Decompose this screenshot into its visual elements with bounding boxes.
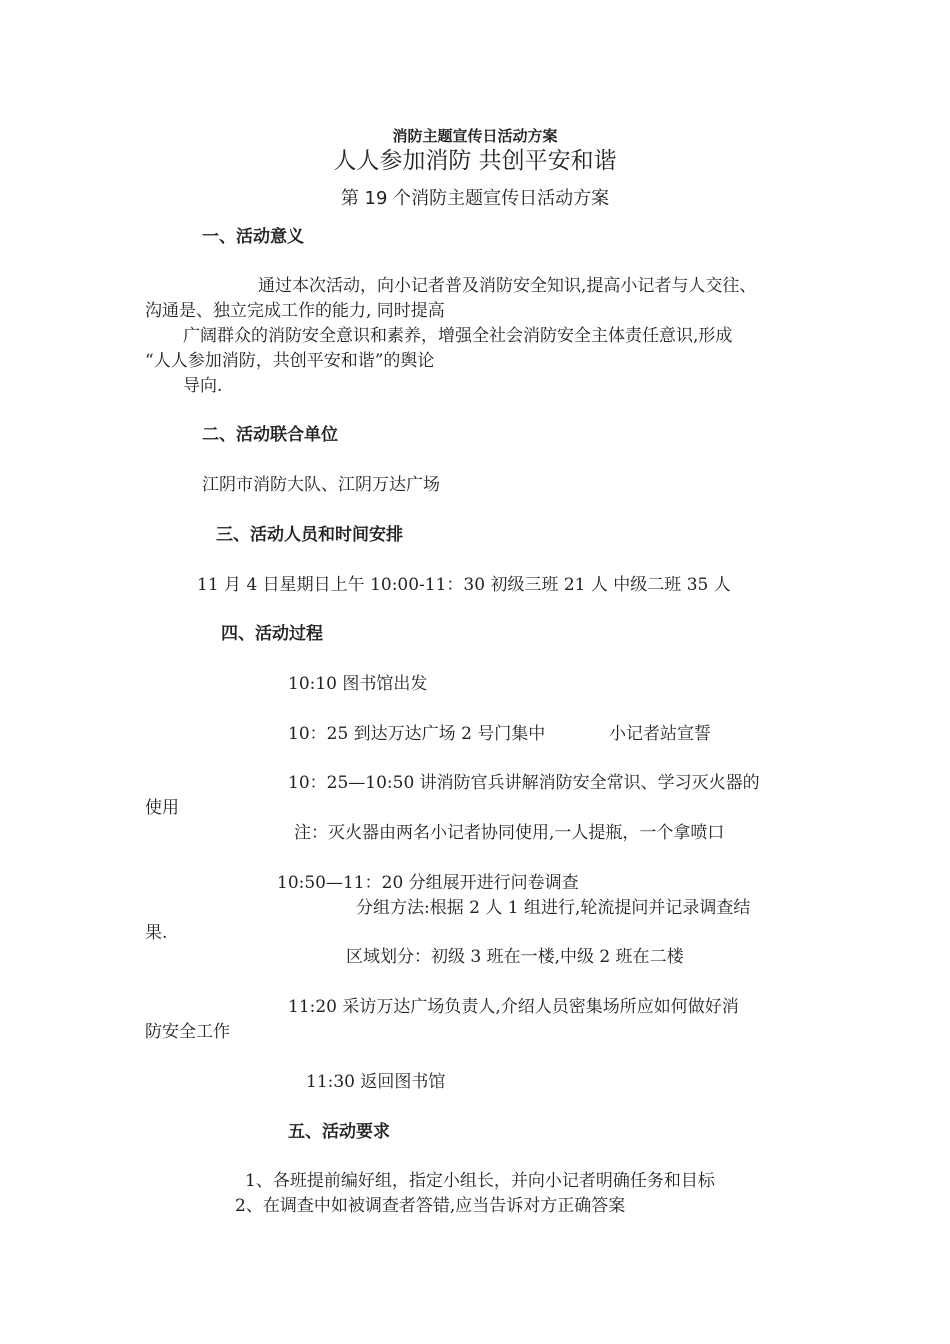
schedule-note-continued: 果. <box>145 923 168 943</box>
top-title: 消防主题宣传日活动方案 <box>392 127 558 145</box>
schedule-item-continued: 使用 <box>145 798 179 818</box>
schedule-note: 区域划分：初级 3 班在一楼,中级 2 班在二楼 <box>346 947 684 967</box>
subtitle: 第 19 个消防主题宣传日活动方案 <box>340 188 610 209</box>
paragraph-line: 沟通是、独立完成工作的能力, 同时提高 <box>145 301 445 321</box>
section-heading-process: 四、活动过程 <box>221 624 323 644</box>
paragraph-line: 江阴市消防大队、江阴万达广场 <box>202 475 440 495</box>
section-heading-schedule: 三、活动人员和时间安排 <box>216 525 403 545</box>
section-heading-units: 二、活动联合单位 <box>202 425 338 445</box>
paragraph-line: 导向. <box>183 376 223 396</box>
schedule-note: 注：灭火器由两名小记者协同使用,一人提瓶，一个拿喷口 <box>294 823 725 843</box>
schedule-item: 11:20 采访万达广场负责人,介绍人员密集场所应如何做好消 <box>288 997 739 1017</box>
schedule-item: 10：25 到达万达广场 2 号门集中 <box>288 724 546 744</box>
schedule-item: 10:50—11：20 分组展开进行问卷调查 <box>277 873 579 893</box>
schedule-item-note: 小记者站宣誓 <box>609 724 711 744</box>
main-title: 人人参加消防 共创平安和谐 <box>333 148 617 174</box>
paragraph-line: 11 月 4 日星期日上午 10:00-11：30 初级三班 21 人 中级二班 35 人 <box>197 575 731 595</box>
section-heading-significance: 一、活动意义 <box>202 227 304 247</box>
paragraph-line: 通过本次活动，向小记者普及消防安全知识,提高小记者与人交往、 <box>258 276 757 296</box>
schedule-item: 10:10 图书馆出发 <box>288 674 428 694</box>
requirement-item: 1、各班提前编好组，指定小组长，并向小记者明确任务和目标 <box>245 1171 715 1191</box>
section-heading-requirements: 五、活动要求 <box>288 1122 390 1142</box>
paragraph-line: 广阔群众的消防安全意识和素养，增强全社会消防安全主体责任意识,形成 <box>183 326 733 346</box>
paragraph-line: “人人参加消防，共创平安和谐”的舆论 <box>145 351 435 371</box>
schedule-item-continued: 防安全工作 <box>145 1022 230 1042</box>
schedule-item: 10：25—10:50 讲消防官兵讲解消防安全常识、学习灭火器的 <box>288 773 760 793</box>
schedule-item: 11:30 返回图书馆 <box>306 1072 446 1092</box>
schedule-note: 分组方法:根据 2 人 1 组进行,轮流提问并记录调查结 <box>356 898 751 918</box>
requirement-item: 2、在调查中如被调查者答错,应当告诉对方正确答案 <box>235 1196 626 1216</box>
